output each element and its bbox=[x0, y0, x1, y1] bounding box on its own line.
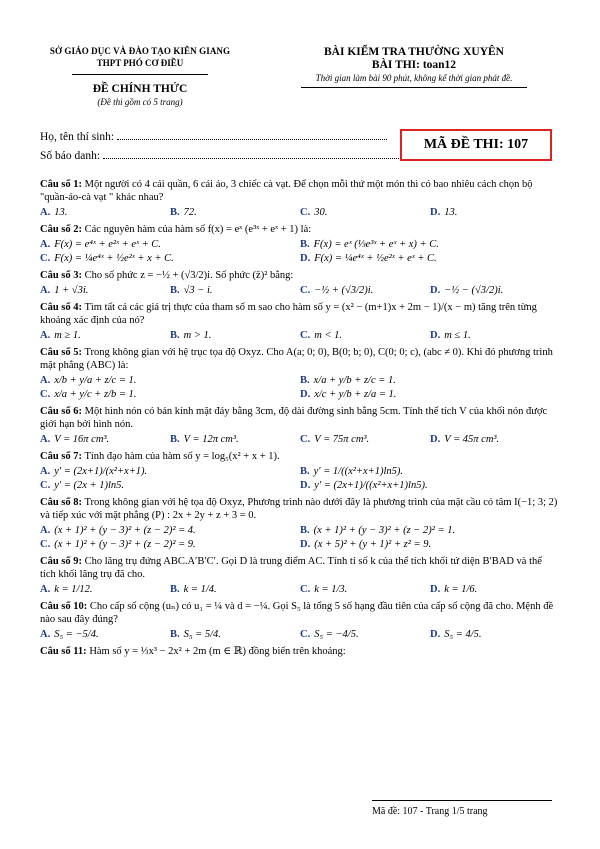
option-text: k = 1/3. bbox=[314, 584, 348, 595]
option-text: S₅ = 5/4. bbox=[183, 629, 221, 640]
option-letter: B. bbox=[300, 525, 310, 536]
department-name: SỞ GIÁO DỤC VÀ ĐÀO TẠO KIÊN GIANG bbox=[49, 46, 231, 56]
question-stem bbox=[40, 269, 560, 282]
question-text: Tính đạo hàm của hàm số y = log₅(x² + x + 1). bbox=[84, 451, 280, 462]
option-letter: D. bbox=[300, 480, 311, 491]
answer-options bbox=[40, 283, 560, 297]
question-stem bbox=[40, 405, 560, 431]
answer-option bbox=[40, 583, 170, 596]
option-text: F(x) = ¼e⁴ˣ + ½e²ˣ + eˣ + C. bbox=[314, 253, 437, 264]
option-text: (x + 5)² + (y + 1)² + z² = 9. bbox=[314, 539, 432, 550]
page-footer: Mã đề: 107 - Trang 1/5 trang bbox=[372, 806, 488, 817]
pages-note: (Đề thi gồm có 5 trang) bbox=[97, 97, 183, 107]
divider bbox=[301, 87, 527, 88]
option-text: 13. bbox=[54, 207, 68, 218]
question-text: Một người có 4 cái quần, 6 cái áo, 3 chiếc cà vạt. Để chọn mỗi thứ một món thì có bao nhiêu cách chọn bộ "quần-áo-cà vạt " khác nhau? bbox=[40, 179, 533, 203]
option-letter: A. bbox=[40, 525, 51, 536]
answer-option bbox=[170, 284, 300, 297]
option-letter: B. bbox=[170, 584, 180, 595]
answer-option bbox=[300, 238, 560, 251]
question-stem bbox=[40, 645, 560, 658]
option-text: (x + 1)² + (y − 3)² + (z − 2)² = 9. bbox=[54, 539, 196, 550]
option-letter: A. bbox=[40, 239, 51, 250]
divider bbox=[72, 74, 208, 75]
exam-subject: BÀI THI: toan12 bbox=[371, 59, 457, 71]
option-text: k = 1/6. bbox=[444, 584, 478, 595]
option-letter: D. bbox=[430, 330, 441, 341]
option-letter: D. bbox=[430, 434, 441, 445]
question-3 bbox=[40, 269, 560, 297]
answer-option bbox=[300, 583, 430, 596]
answer-options bbox=[40, 205, 560, 219]
question-2 bbox=[40, 223, 560, 265]
option-letter: B. bbox=[170, 629, 180, 640]
answer-option bbox=[40, 433, 170, 446]
answer-option bbox=[40, 465, 300, 478]
question-label: Câu số 10: bbox=[40, 601, 88, 612]
option-letter: D. bbox=[430, 584, 441, 595]
option-text: (x + 1)² + (y − 3)² + (z − 2)² = 1. bbox=[313, 525, 456, 536]
option-letter: D. bbox=[300, 389, 311, 400]
question-stem bbox=[40, 496, 560, 522]
exam-code-box: MÃ ĐỀ THI: 107 bbox=[400, 129, 552, 161]
option-letter: C. bbox=[300, 330, 311, 341]
option-text: x/b + y/a + z/c = 1. bbox=[54, 375, 137, 386]
question-label: Câu số 2: bbox=[40, 224, 83, 235]
answer-options bbox=[40, 523, 560, 551]
answer-options bbox=[40, 373, 560, 401]
answer-options bbox=[40, 627, 560, 641]
question-label: Câu số 5: bbox=[40, 347, 83, 358]
official-label: ĐỀ CHÍNH THỨC bbox=[92, 83, 188, 95]
answer-option bbox=[300, 479, 560, 492]
answer-option bbox=[430, 583, 560, 596]
option-text: √3 − i. bbox=[183, 285, 213, 296]
option-text: S₅ = 4/5. bbox=[444, 629, 482, 640]
answer-option bbox=[40, 329, 170, 342]
answer-option bbox=[170, 628, 300, 641]
option-text: F(x) = ¼e⁴ˣ + ½e²ˣ + x + C. bbox=[54, 253, 174, 264]
option-letter: D. bbox=[300, 253, 311, 264]
option-text: m ≥ 1. bbox=[54, 330, 81, 341]
option-letter: D. bbox=[430, 629, 441, 640]
answer-option bbox=[40, 479, 300, 492]
answer-option bbox=[430, 628, 560, 641]
option-text: 30. bbox=[314, 207, 328, 218]
option-letter: A. bbox=[40, 207, 51, 218]
candidate-name-label: Họ, tên thí sinh: bbox=[40, 131, 115, 143]
answer-options bbox=[40, 237, 560, 265]
question-7 bbox=[40, 450, 560, 492]
option-text: (x + 1)² + (y − 3)² + (z − 2)² = 4. bbox=[54, 525, 196, 536]
option-letter: A. bbox=[40, 330, 51, 341]
option-letter: A. bbox=[40, 629, 51, 640]
option-text: V = 75π cm³. bbox=[314, 434, 370, 445]
header-left bbox=[32, 46, 248, 107]
question-9 bbox=[40, 555, 560, 596]
question-1 bbox=[40, 178, 560, 219]
answer-option bbox=[300, 433, 430, 446]
option-letter: B. bbox=[300, 375, 310, 386]
answer-option bbox=[170, 206, 300, 219]
answer-option bbox=[40, 628, 170, 641]
option-text: 1 + √3i. bbox=[54, 285, 89, 296]
candidate-name-line bbox=[117, 129, 387, 140]
option-text: −½ + (√3/2)i. bbox=[314, 285, 374, 296]
option-text: −½ − (√3/2)i. bbox=[444, 285, 504, 296]
candidate-name-field bbox=[40, 129, 387, 143]
question-text: Cho lăng trụ đứng ABC.A′B′C′. Gọi D là trung điểm AC. Tính tỉ số k của thể tích khối tứ diện B′BAD và thể tích khối lăng trụ đã cho. bbox=[40, 556, 542, 580]
question-stem bbox=[40, 178, 560, 204]
option-letter: D. bbox=[300, 539, 311, 550]
option-text: m < 1. bbox=[314, 330, 343, 341]
question-label: Câu số 8: bbox=[40, 497, 83, 508]
answer-option bbox=[170, 433, 300, 446]
question-text: Các nguyên hàm của hàm số f(x) = eˣ (e³ˣ + eˣ + 1) là: bbox=[84, 224, 312, 235]
answer-option bbox=[300, 206, 430, 219]
option-text: y′ = (2x + 1)ln5. bbox=[54, 480, 125, 491]
option-text: k = 1/12. bbox=[54, 584, 93, 595]
option-letter: A. bbox=[40, 584, 51, 595]
answer-option bbox=[40, 252, 300, 265]
answer-option bbox=[40, 388, 300, 401]
question-stem bbox=[40, 301, 560, 327]
answer-option bbox=[170, 329, 300, 342]
answer-option bbox=[300, 524, 560, 537]
option-text: m ≤ 1. bbox=[444, 330, 471, 341]
answer-options bbox=[40, 328, 560, 342]
question-11 bbox=[40, 645, 560, 658]
question-text: Cho cấp số cộng (uₙ) có u₁ = ¼ và d = −¼. Gọi S₅ là tổng 5 số hạng đầu tiên của cấp số cộng đã cho. Mệnh đề nào sau đây đúng? bbox=[40, 601, 554, 625]
option-text: y′ = (2x+1)/(x²+x+1). bbox=[54, 466, 148, 477]
option-letter: C. bbox=[300, 207, 311, 218]
question-4 bbox=[40, 301, 560, 342]
option-text: x/c + y/b + z/a = 1. bbox=[314, 389, 397, 400]
option-letter: B. bbox=[170, 285, 180, 296]
exam-time: Thời gian làm bài 90 phút, không kể thời gian phát đề. bbox=[315, 73, 513, 83]
question-8 bbox=[40, 496, 560, 551]
question-label: Câu số 4: bbox=[40, 302, 83, 313]
answer-option bbox=[300, 538, 560, 551]
question-stem bbox=[40, 555, 560, 581]
answer-option bbox=[430, 433, 560, 446]
header-right bbox=[296, 46, 532, 88]
question-label: Câu số 9: bbox=[40, 556, 83, 567]
option-text: V = 16π cm³. bbox=[54, 434, 110, 445]
answer-option bbox=[300, 388, 560, 401]
answer-option bbox=[170, 583, 300, 596]
answer-option bbox=[430, 284, 560, 297]
question-10 bbox=[40, 600, 560, 641]
answer-options bbox=[40, 432, 560, 446]
option-text: 72. bbox=[183, 207, 197, 218]
question-list bbox=[40, 178, 560, 659]
option-letter: B. bbox=[170, 434, 180, 445]
question-label: Câu số 6: bbox=[40, 406, 83, 417]
option-letter: C. bbox=[40, 480, 51, 491]
option-letter: A. bbox=[40, 466, 51, 477]
question-text: Một hình nón có bán kính mặt đáy bằng 3cm, độ dài đường sinh bằng 5cm. Tính thể tích V của khối nón được giới hạn bởi hình nón. bbox=[40, 406, 548, 430]
candidate-id-field bbox=[40, 148, 399, 162]
option-letter: C. bbox=[40, 253, 51, 264]
answer-option bbox=[40, 374, 300, 387]
option-text: x/a + y/c + z/b = 1. bbox=[54, 389, 137, 400]
answer-option bbox=[40, 206, 170, 219]
question-text: Trong không gian với hệ tọa độ Oxyz, Phương trình nào dưới đây là phương trình của mặt cầu có tâm I(−1; 3; 2) và tiếp xúc với mặt phẳng (P) : 2x + 2y + z + 3 = 0. bbox=[40, 497, 558, 521]
question-label: Câu số 11: bbox=[40, 646, 87, 657]
option-letter: D. bbox=[430, 207, 441, 218]
option-text: S₅ = −4/5. bbox=[314, 629, 359, 640]
exam-title: BÀI KIỂM TRA THƯỜNG XUYÊN bbox=[324, 46, 504, 58]
option-text: k = 1/4. bbox=[183, 584, 217, 595]
question-stem bbox=[40, 450, 560, 463]
option-letter: A. bbox=[40, 434, 51, 445]
question-stem bbox=[40, 600, 560, 626]
question-stem bbox=[40, 223, 560, 236]
option-text: y′ = 1/((x²+x+1)ln5). bbox=[313, 466, 404, 477]
question-text: Hàm số y = ⅓x³ − 2x² + 2m (m ∈ ℝ) đồng biến trên khoảng: bbox=[89, 646, 346, 657]
option-text: y′ = (2x+1)/((x²+x+1)ln5). bbox=[314, 480, 428, 491]
answer-option bbox=[300, 628, 430, 641]
question-5 bbox=[40, 346, 560, 401]
candidate-id-label: Số báo danh: bbox=[40, 150, 101, 162]
answer-option bbox=[300, 252, 560, 265]
option-text: x/a + y/b + z/c = 1. bbox=[313, 375, 396, 386]
footer-divider bbox=[372, 800, 552, 801]
option-text: 13. bbox=[444, 207, 458, 218]
question-label: Câu số 7: bbox=[40, 451, 83, 462]
answer-option bbox=[40, 238, 300, 251]
answer-option bbox=[40, 284, 170, 297]
answer-option bbox=[430, 329, 560, 342]
option-letter: A. bbox=[40, 285, 51, 296]
option-text: V = 45π cm³. bbox=[444, 434, 500, 445]
option-letter: C. bbox=[300, 285, 311, 296]
answer-option bbox=[40, 524, 300, 537]
school-name: THPT PHÓ CƠ ĐIỀU bbox=[96, 58, 184, 68]
question-label: Câu số 3: bbox=[40, 270, 83, 281]
answer-options bbox=[40, 582, 560, 596]
answer-option bbox=[300, 284, 430, 297]
option-letter: C. bbox=[300, 584, 311, 595]
option-letter: A. bbox=[40, 375, 51, 386]
option-text: F(x) = e⁴ˣ + e²ˣ + eˣ + C. bbox=[54, 239, 161, 250]
answer-option bbox=[40, 538, 300, 551]
option-letter: B. bbox=[170, 207, 180, 218]
question-label: Câu số 1: bbox=[40, 179, 83, 190]
option-text: V = 12π cm³. bbox=[183, 434, 239, 445]
question-text: Trong không gian với hệ trục tọa độ Oxyz. Cho A(a; 0; 0), B(0; b; 0), C(0; 0; c), (abc ≠ 0). Khi đó phương trình mặt phẳng (ABC) là: bbox=[40, 347, 553, 371]
question-stem bbox=[40, 346, 560, 372]
option-text: m > 1. bbox=[183, 330, 212, 341]
question-6 bbox=[40, 405, 560, 446]
option-letter: B. bbox=[300, 239, 310, 250]
answer-option bbox=[300, 465, 560, 478]
option-letter: C. bbox=[40, 539, 51, 550]
answer-options bbox=[40, 464, 560, 492]
option-letter: B. bbox=[170, 330, 180, 341]
option-letter: D. bbox=[430, 285, 441, 296]
answer-option bbox=[430, 206, 560, 219]
candidate-id-line bbox=[103, 148, 399, 159]
answer-option bbox=[300, 329, 430, 342]
option-letter: B. bbox=[300, 466, 310, 477]
option-letter: C. bbox=[40, 389, 51, 400]
option-letter: C. bbox=[300, 629, 311, 640]
question-text: Tìm tất cả các giá trị thực của tham số m sao cho hàm số y = (x² − (m+1)x + 2m − 1)/(x − m) tăng trên từng khoảng xác định của nó? bbox=[40, 302, 537, 326]
question-text: Cho số phức z = −½ + (√3/2)i. Số phức (z̄)² bằng: bbox=[84, 270, 294, 281]
option-text: F(x) = eˣ (⅓e³ˣ + eˣ + x) + C. bbox=[313, 239, 439, 250]
option-text: S₅ = −5/4. bbox=[54, 629, 99, 640]
option-letter: C. bbox=[300, 434, 311, 445]
answer-option bbox=[300, 374, 560, 387]
